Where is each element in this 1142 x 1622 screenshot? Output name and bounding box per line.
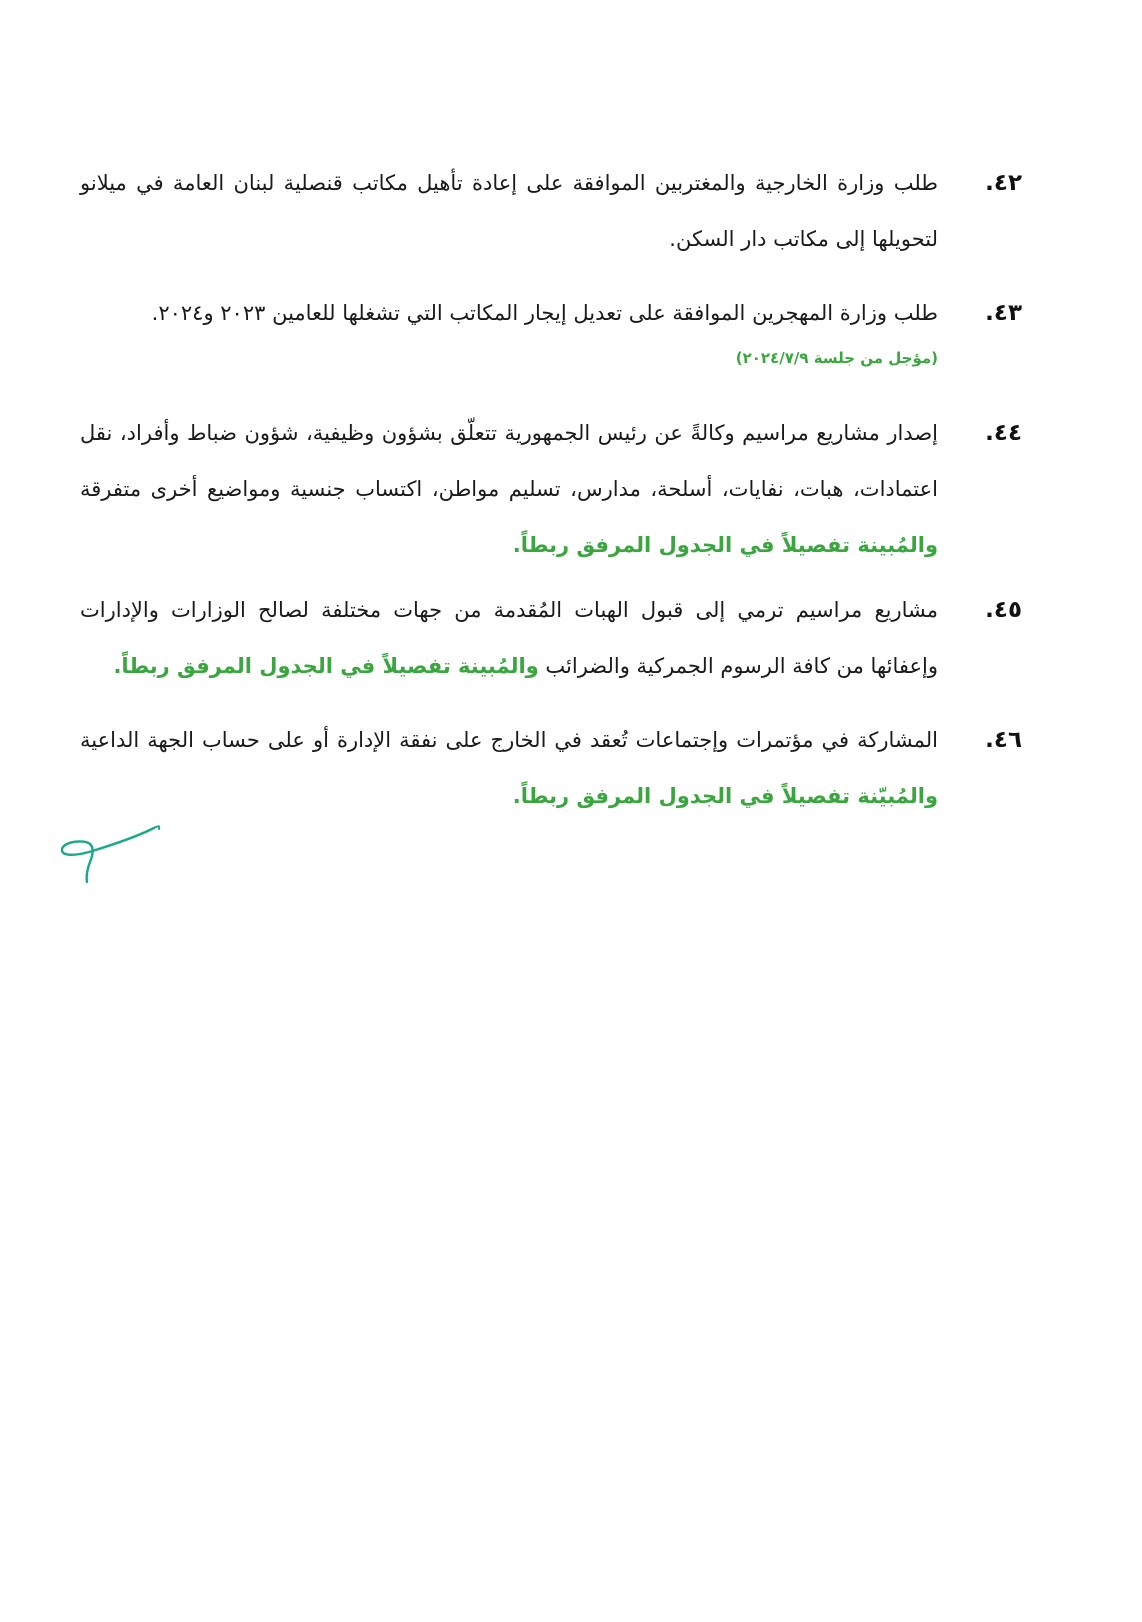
- item-text-content: إصدار مشاريع مراسيم وكالةً عن رئيس الجمهورية تتعلّق بشؤون وظيفية، شؤون ضباط وأفراد، نقل اعتمادات، هبات، نفايات، أسلحة، مدارس، تسليم مواطن، اكتساب جنسية ومواضيع أخرى متفرقة: [80, 421, 938, 501]
- handwritten-signature: [54, 820, 164, 890]
- item-text: [80, 155, 938, 267]
- item-number: ٤٣.: [985, 300, 1022, 326]
- item-number: ٤٥.: [985, 597, 1022, 623]
- item-text-content: مشاريع مراسيم ترمي إلى قبول الهبات المُقدمة من جهات مختلفة لصالح الوزارات والإدارات وإعفائها من كافة الرسوم الجمركية والضرائب: [80, 598, 938, 678]
- item-number: ٤٦.: [985, 727, 1022, 753]
- attached-table-reference: والمُبينة تفصيلاً في الجدول المرفق ربطاً.: [512, 533, 938, 557]
- attached-table-reference: والمُبينة تفصيلاً في الجدول المرفق ربطاً.: [113, 654, 539, 678]
- item-text-content: طلب وزارة الخارجية والمغتربين الموافقة على إعادة تأهيل مكاتب قنصلية لبنان العامة في ميلانو لتحويلها إلى مكاتب دار السكن.: [80, 171, 938, 251]
- postponed-note: (مؤجل من جلسة ٢٠٢٤/٧/٩): [735, 349, 938, 367]
- item-text: [80, 582, 938, 694]
- attached-table-reference: والمُبيّنة تفصيلاً في الجدول المرفق ربطاً.: [512, 784, 938, 808]
- item-text: [80, 712, 938, 824]
- item-number: ٤٤.: [985, 420, 1022, 446]
- item-text: [80, 405, 938, 573]
- item-text: [80, 285, 938, 375]
- item-number: ٤٢.: [985, 170, 1022, 196]
- item-text-content: المشاركة في مؤتمرات وإجتماعات تُعقد في الخارج على نفقة الإدارة أو على حساب الجهة الداعية: [80, 728, 938, 752]
- item-text-content: طلب وزارة المهجرين الموافقة على تعديل إيجار المكاتب التي تشغلها للعامين ٢٠٢٣ و٢٠٢٤.: [151, 301, 938, 325]
